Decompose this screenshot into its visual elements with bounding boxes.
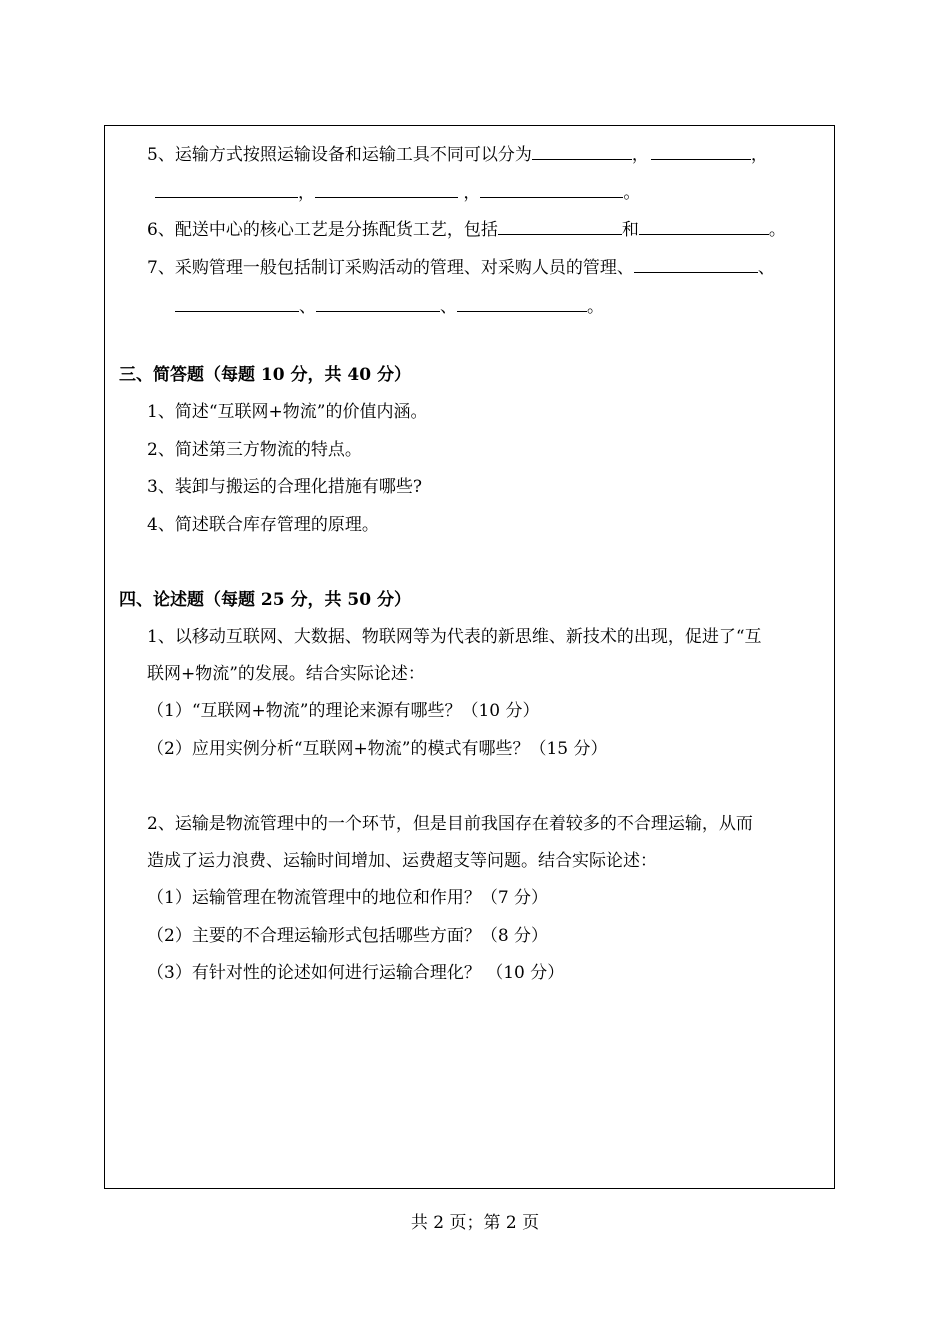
short-answer-q4: 4、简述联合库存管理的原理。 bbox=[147, 515, 379, 535]
short-answer-heading: 三、简答题（每题 10 分，共 40 分） bbox=[119, 365, 411, 385]
q6-text: 6、配送中心的核心工艺是分拣配货工艺，包括 bbox=[147, 220, 498, 240]
q6-mid: 和 bbox=[621, 220, 639, 240]
short-answer-q3: 3、装卸与搬运的合理化措施有哪些? bbox=[147, 477, 422, 497]
q5-sep-2: ， bbox=[750, 145, 768, 165]
q7-blank-2 bbox=[175, 294, 299, 312]
essay-q2-line1: 2、运输是物流管理中的一个环节，但是目前我国存在着较多的不合理运输，从而 bbox=[147, 814, 753, 834]
q7-blank-4 bbox=[457, 294, 587, 312]
q5-blank-2 bbox=[651, 142, 751, 160]
q5-blank-1 bbox=[532, 142, 632, 160]
q7-sep-1: 、 bbox=[757, 258, 775, 278]
q7-sep-3: 、 bbox=[440, 297, 457, 317]
essay-q1-line1: 1、以移动互联网、大数据、物联网等为代表的新思维、新技术的出现，促进了“互 bbox=[147, 627, 762, 647]
q5-sep-4: ， bbox=[463, 183, 481, 203]
essay-q1-line2: 联网+物流”的发展。结合实际论述： bbox=[147, 664, 425, 684]
short-answer-q2: 2、简述第三方物流的特点。 bbox=[147, 440, 362, 460]
q7-blank-3 bbox=[316, 294, 440, 312]
q5-text: 5、运输方式按照运输设备和运输工具不同可以分为 bbox=[147, 145, 532, 165]
fill-in-q5-line1 bbox=[147, 142, 768, 165]
essay-q1-sub2: （2）应用实例分析“互联网+物流”的模式有哪些？（15 分） bbox=[147, 739, 608, 759]
fill-in-q6 bbox=[147, 217, 786, 240]
q6-end: 。 bbox=[768, 220, 786, 240]
q6-blank-2 bbox=[639, 217, 769, 235]
essay-q2-line2: 造成了运力浪费、运输时间增加、运费超支等问题。结合实际论述： bbox=[147, 851, 657, 871]
fill-in-q7-line1 bbox=[147, 255, 775, 278]
essay-q2-sub3: （3）有针对性的论述如何进行运输合理化？ （10 分） bbox=[147, 963, 565, 983]
q6-blank-1 bbox=[498, 217, 622, 235]
q5-blank-5 bbox=[480, 180, 623, 198]
essay-q2-sub2: （2）主要的不合理运输形式包括哪些方面？（8 分） bbox=[147, 926, 549, 946]
fill-in-q7-line2 bbox=[175, 294, 604, 317]
q5-end: 。 bbox=[623, 183, 641, 203]
essay-q1-sub1: （1）“互联网+物流”的理论来源有哪些？（10 分） bbox=[147, 701, 540, 721]
page-footer: 共 2 页；第 2 页 bbox=[410, 1213, 540, 1233]
q5-blank-3 bbox=[155, 180, 298, 198]
short-answer-q1: 1、简述“互联网+物流”的价值内涵。 bbox=[147, 402, 428, 422]
fill-in-q5-line2 bbox=[155, 180, 641, 203]
essay-q2-sub1: （1）运输管理在物流管理中的地位和作用？（7 分） bbox=[147, 888, 549, 908]
q7-text: 7、采购管理一般包括制订采购活动的管理、对采购人员的管理、 bbox=[147, 258, 634, 278]
q7-sep-2: 、 bbox=[299, 297, 316, 317]
q7-end: 。 bbox=[587, 297, 604, 317]
q7-blank-1 bbox=[634, 255, 758, 273]
q5-blank-4 bbox=[315, 180, 458, 198]
q5-sep-1: ， bbox=[631, 145, 649, 165]
essay-heading: 四、论述题（每题 25 分，共 50 分） bbox=[119, 590, 411, 610]
exam-frame bbox=[104, 125, 835, 1189]
q5-sep-3: ， bbox=[298, 183, 315, 203]
